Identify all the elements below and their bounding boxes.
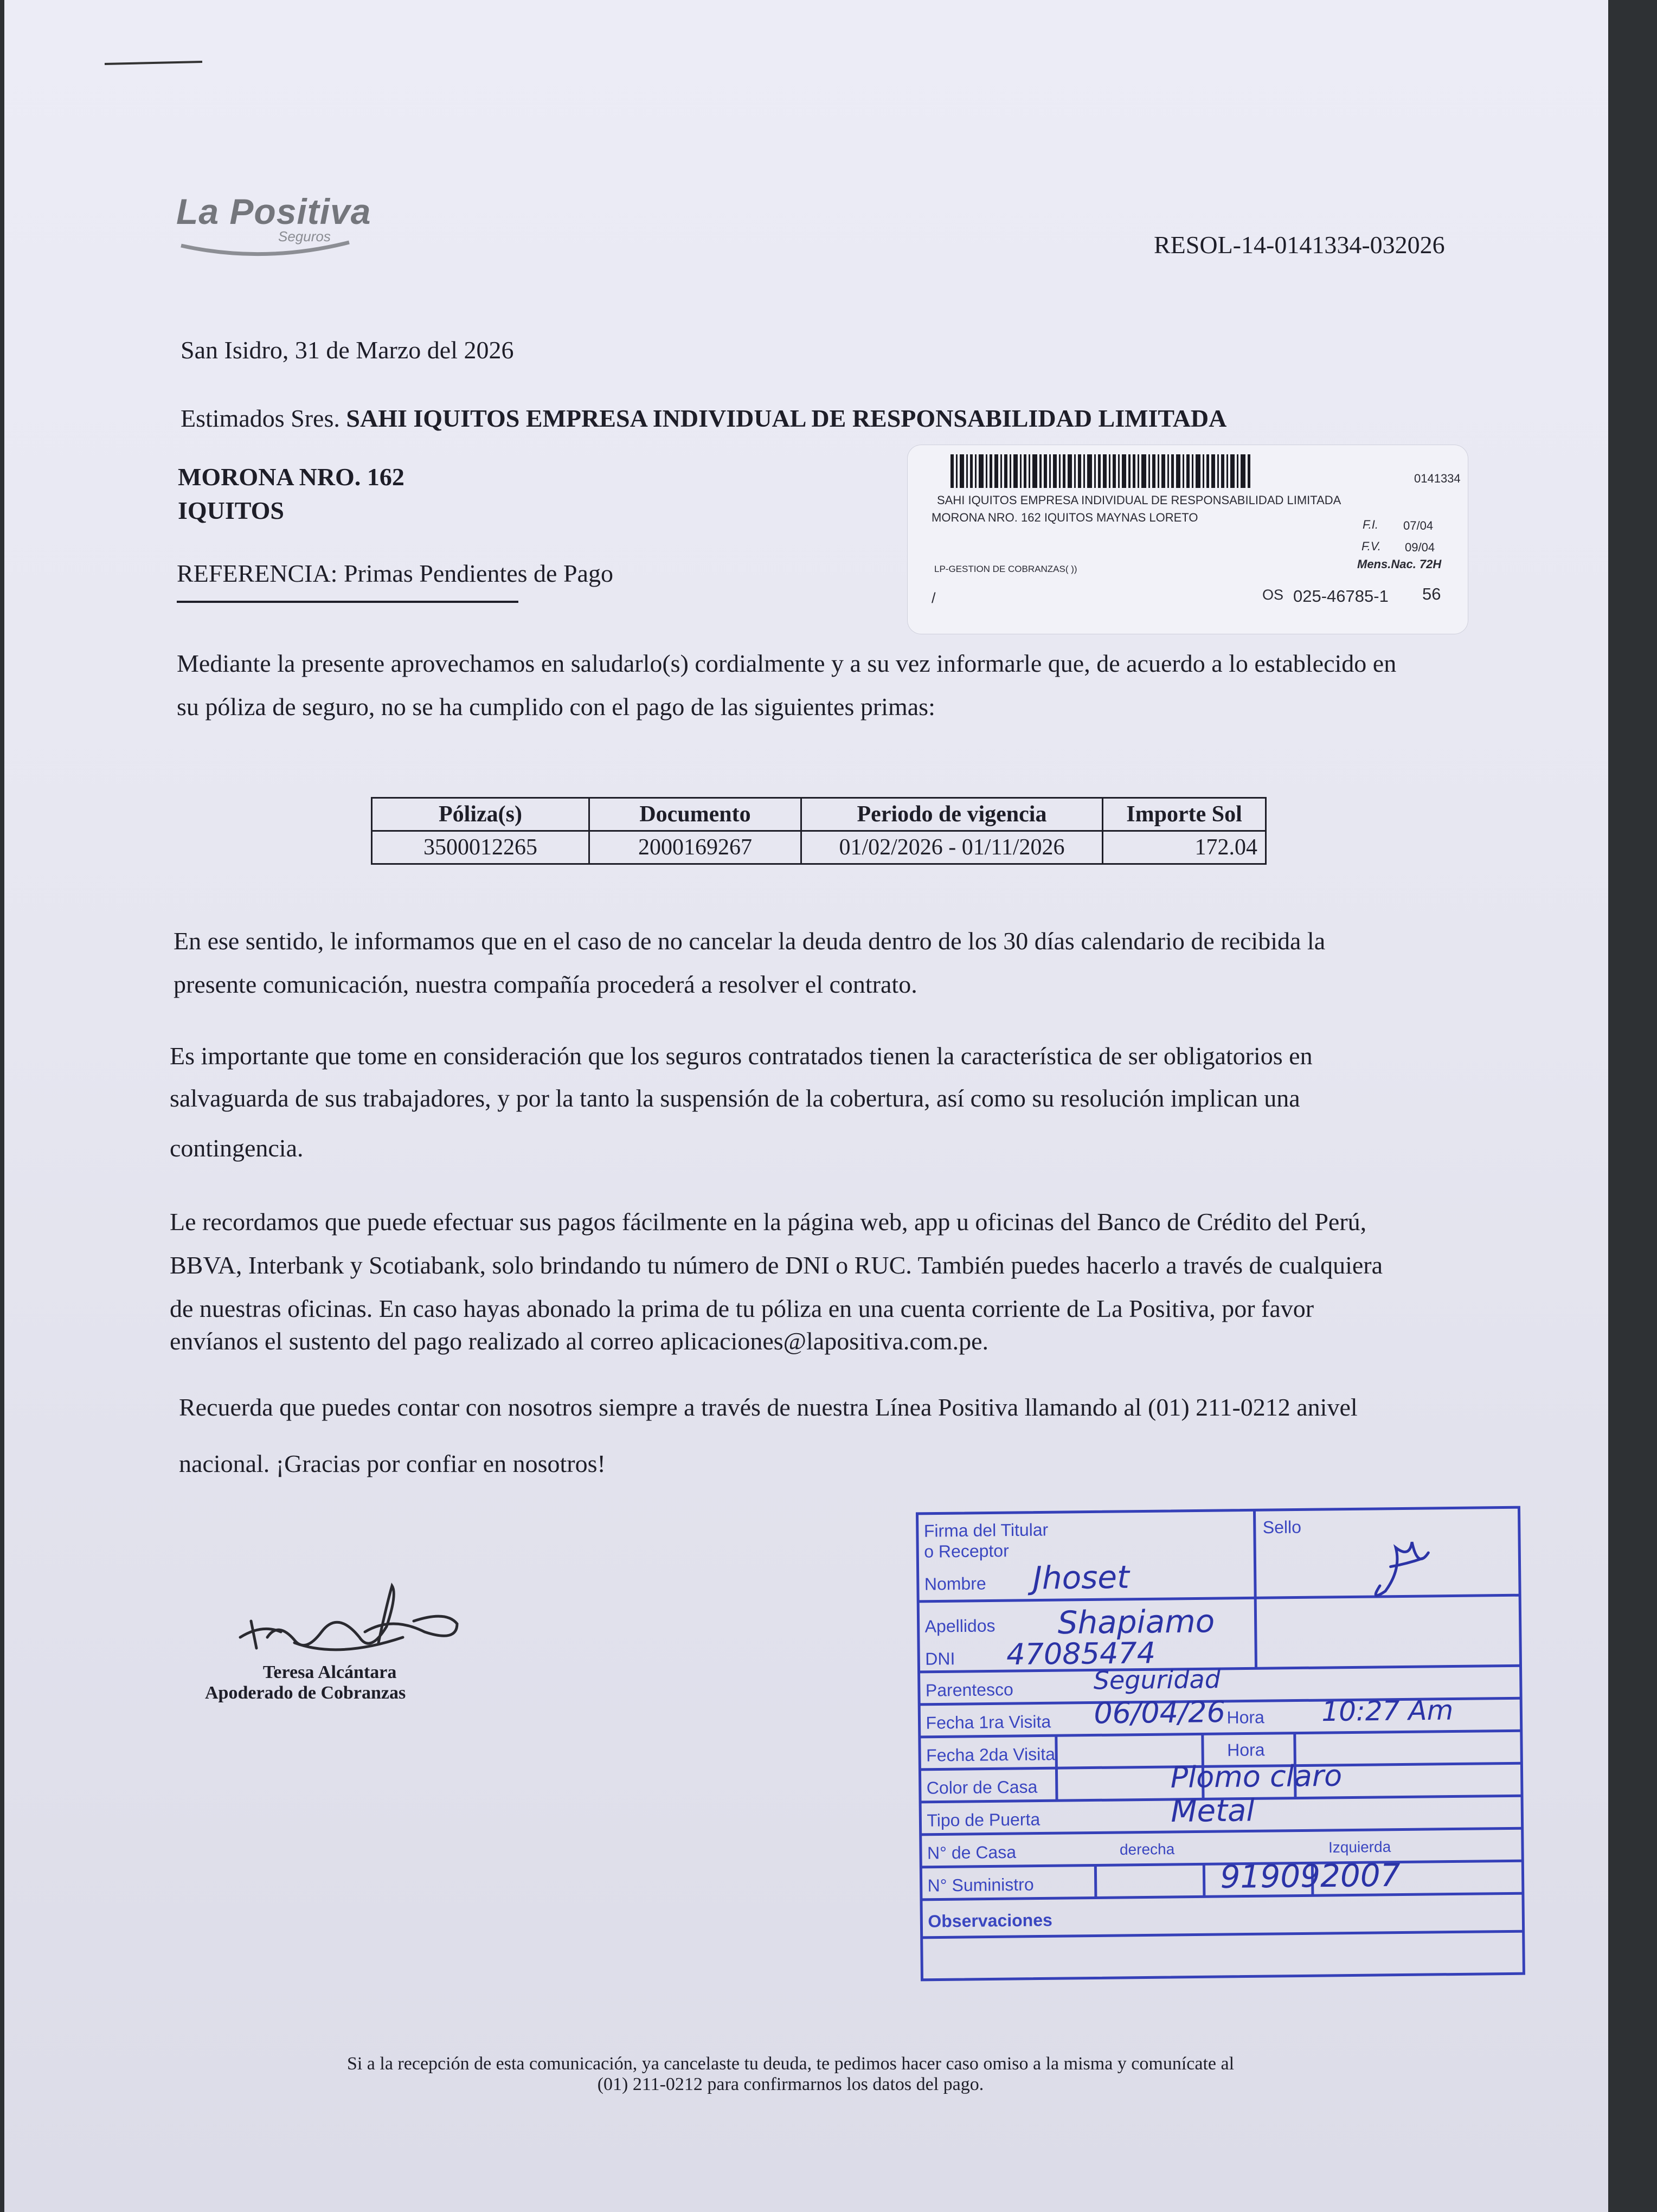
firma-label-1: Firma del Titular [923, 1520, 1049, 1541]
hora2-label: Hora [1226, 1740, 1265, 1760]
color-label: Color de Casa [926, 1777, 1038, 1798]
para3-line-4: envíanos el sustento del pago realizado al correo aplicaciones@lapositiva.com.pe. [170, 1327, 988, 1355]
label-os-value: 025-46785-1 [1293, 587, 1389, 606]
para3-line-2: BBVA, Interbank y Scotiabank, solo brindando tu número de DNI o RUC. También puedes hacerlo a través de cualquiera [170, 1251, 1383, 1279]
sello-label: Sello [1262, 1517, 1302, 1538]
label-fv-value: 09/04 [1405, 541, 1435, 554]
label-code: 0141334 [1414, 472, 1461, 485]
delivery-stamp [913, 1503, 1530, 1986]
para4-line-1: Recuerda que puedes contar con nosotros siempre a través de nuestra Línea Positiva llamando al (01) 211-0212 anivel [179, 1393, 1358, 1421]
label-address: MORONA NRO. 162 IQUITOS MAYNAS LORETO [932, 511, 1198, 524]
para2-line-2: salvaguarda de sus trabajadores, y por la tanto la suspensión de la cobertura, así como su resolución implican una [170, 1084, 1300, 1112]
pen-mark [102, 54, 210, 70]
nombre-value: Jhoset [1032, 1558, 1130, 1597]
firma-label-2: o Receptor [924, 1541, 1009, 1561]
label-company: SAHI IQUITOS EMPRESA INDIVIDUAL DE RESPONSABILIDAD LIMITADA [937, 493, 1341, 507]
header-importe: Importe Sol [1103, 798, 1266, 831]
company-logo: La Positiva [176, 191, 371, 232]
hora1-value: 10:27 Am [1321, 1694, 1454, 1728]
label-dept: LP-GESTION DE COBRANZAS( )) [934, 564, 1077, 574]
cell-documento: 2000169267 [589, 831, 801, 864]
footer-line-2: (01) 211-0212 para confirmarnos los datos del pago. [597, 2074, 984, 2094]
signatory-title: Apoderado de Cobranzas [205, 1683, 406, 1703]
fecha2-label: Fecha 2da Visita [926, 1744, 1056, 1765]
logo-subtitle: Seguros [278, 228, 331, 245]
para3-line-3: de nuestras oficinas. En caso hayas abonado la prima de tu póliza en una cuenta corriente de La Positiva, por favor [170, 1295, 1314, 1322]
table-header-row [372, 798, 1266, 831]
color-value: Plomo claro [1170, 1758, 1343, 1795]
apellidos-label: Apellidos [924, 1616, 996, 1636]
puerta-value: Metal [1170, 1793, 1255, 1829]
nombre-label: Nombre [924, 1573, 986, 1594]
para2-line-1: Es importante que tome en consideración que los seguros contratados tienen la característica de ser obligatorios en [170, 1042, 1313, 1070]
para2-line-3: contingencia. [170, 1134, 304, 1162]
company-name: SAHI IQUITOS EMPRESA INDIVIDUAL DE RESPONSABILIDAD LIMITADA [346, 404, 1227, 432]
parentesco-label: Parentesco [925, 1680, 1013, 1700]
header-documento: Documento [589, 798, 801, 831]
greeting-prefix: Estimados Sres. [181, 404, 340, 432]
casa-label: N° de Casa [927, 1842, 1017, 1863]
parentesco-value: Seguridad [1093, 1664, 1221, 1695]
label-slash: / [932, 590, 936, 606]
cell-periodo: 01/02/2026 - 01/11/2026 [801, 831, 1103, 864]
header-periodo: Periodo de vigencia [801, 798, 1103, 831]
label-fi-label: F.I. [1363, 518, 1378, 531]
fecha1-label: Fecha 1ra Visita [926, 1712, 1051, 1733]
header-poliza: Póliza(s) [372, 798, 589, 831]
cell-poliza: 3500012265 [372, 831, 589, 864]
courier-label [907, 445, 1468, 634]
barcode-icon [950, 454, 1251, 488]
suministro-value: 919092007 [1220, 1856, 1401, 1896]
greeting [181, 399, 1226, 438]
pending-premiums-table [371, 797, 1267, 865]
footer-note [167, 2054, 1414, 2095]
label-fv-label: F.V. [1361, 539, 1381, 553]
suministro-label: N° Suministro [927, 1874, 1034, 1895]
derecha-label: derecha [1119, 1840, 1175, 1858]
puerta-label: Tipo de Puerta [927, 1809, 1041, 1830]
receiver-signature [1358, 1526, 1446, 1608]
label-fi-value: 07/04 [1403, 519, 1434, 532]
footer-line-1: Si a la recepción de esta comunicación, ya cancelaste tu deuda, te pedimos hacer caso omiso a la misma y comunícate al [346, 2054, 1235, 2074]
fecha1-value: 06/04/26 [1094, 1694, 1226, 1731]
address-line-2: IQUITOS [178, 497, 285, 524]
izquierda-label: Izquierda [1328, 1838, 1391, 1856]
address-line-1: MORONA NRO. 162 [178, 463, 404, 491]
dni-label: DNI [925, 1649, 955, 1669]
signatory-name: Teresa Alcántara [262, 1662, 397, 1682]
label-os-count: 56 [1422, 584, 1441, 603]
intro-line-2: su póliza de seguro, no se ha cumplido con el pago de las siguientes primas: [177, 693, 935, 721]
para3-line-1: Le recordamos que puede efectuar sus pagos fácilmente en la página web, app u oficinas del Banco de Crédito del Perú, [170, 1208, 1367, 1236]
signatory-block [205, 1662, 406, 1703]
apellidos-value: Shapiamo [1057, 1603, 1215, 1642]
para4-line-2: nacional. ¡Gracias por confiar en nosotros! [179, 1450, 606, 1477]
reference-underline [177, 601, 518, 603]
label-service: Mens.Nac. 72H [1357, 557, 1442, 571]
table-row [372, 831, 1266, 864]
intro-line-1: Mediante la presente aprovechamos en saludarlo(s) cordialmente y a su vez informarle que, de acuerdo a lo establecido en [177, 650, 1397, 677]
para1-line-2: presente comunicación, nuestra compañía procederá a resolver el contrato. [174, 970, 917, 998]
reference-line: REFERENCIA: Primas Pendientes de Pago [177, 560, 613, 587]
hora1-label: Hora [1226, 1707, 1265, 1727]
resolution-code: RESOL-14-0141334-032026 [1154, 231, 1445, 259]
observaciones-label: Observaciones [928, 1910, 1053, 1931]
handwritten-signature [229, 1572, 473, 1670]
cell-importe: 172.04 [1103, 831, 1266, 864]
para1-line-1: En ese sentido, le informamos que en el caso de no cancelar la deuda dentro de los 30 días calendario de recibida la [174, 927, 1326, 955]
date-line: San Isidro, 31 de Marzo del 2026 [181, 336, 514, 364]
dni-value: 47085474 [1006, 1636, 1156, 1672]
label-os-label: OS [1262, 587, 1284, 603]
letter-page [4, 0, 1608, 2212]
